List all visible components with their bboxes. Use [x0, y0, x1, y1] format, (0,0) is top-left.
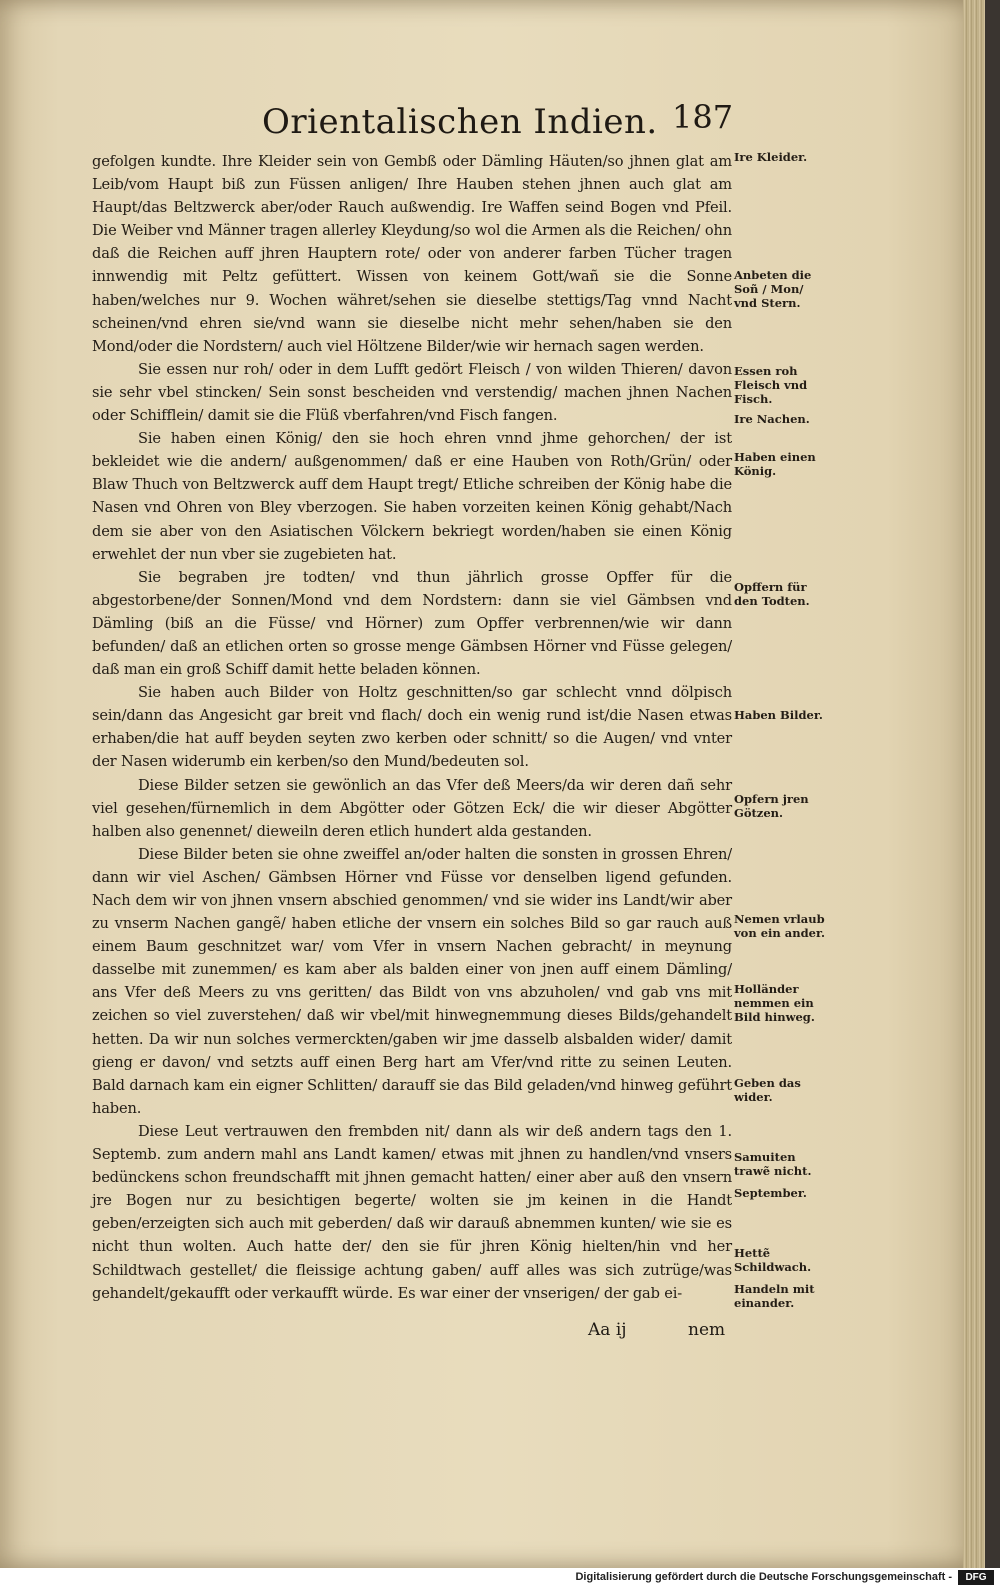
- margin-note: Holländer nemmen ein Bild hinweg.: [734, 982, 815, 1024]
- paragraph: gefolgen kundte. Ihre Kleider sein von Gembß oder Dämling Häuten/so jhnen glat am Leib/vom Haupt biß zun Füssen anligen/ Ihre Hauben stehen jhnen auch glat am Haupt/das Beltzwerck aber/oder Rauch außwendig. Ire Waffen seind Bogen vnd Pfeil. Die Weiber vnd Männer tragen allerley Kleydung/so wol die Armen als die Reichen/ ohn daß die Reichen auff jhren Hauptern rote/ oder von anderer farben Tücher tragen innwendig mit Peltz gefüttert. Wissen von keinem Gott/wañ sie die Sonne haben/welches nur 9. Wochen währet/sehen sie dieselbe stettigs/Tag vnnd Nacht scheinen/vnd ehren sie/vnd wann sie dieselbe nicht mehr sehen/haben sie den Mond/oder die Nordstern/ auch viel Höltzene Bilder/wie wir hernach sagen werden.: [92, 153, 732, 355]
- digitization-footer: [0, 1568, 1000, 1588]
- margin-note: Haben Bilder.: [734, 708, 823, 722]
- margin-note: September.: [734, 1186, 807, 1200]
- signature-mark: Aa ij: [588, 1320, 627, 1340]
- paragraph: Diese Leut vertrauwen den frembden nit/ dann als wir deß andern tags den 1. Septemb. zum andern mahl ans Landt kamen/ etwas mit jhnen zu handlen/vnd vnsers bedünckens schon freundschafft mit jhnen gemacht hatten/ einer aber auß den vnsern jre Bogen nur zu besichtigen begerte/ wolten sie jm keinen in die Handt geben/erzeigten sich auch mit geberden/ daß wir darauß abnemmen kunten/ wie sie es nicht thun wolten. Auch hatte der/ den sie für jhren König hielten/hin vnd her Schildtwach gestellet/ die fleissige achtung gaben/ auff alles was sich zutrüge/was gehandelt/gekaufft oder verkaufft würde. Es war einer der vnserigen/ der gab ei-: [92, 1122, 732, 1302]
- paragraph: Sie essen nur roh/ oder in dem Lufft gedört Fleisch / von wilden Thieren/ davon sie sehr vbel stincken/ Sein sonst bescheiden vnd verstendig/ machen jhnen Nachen oder Schifflein/ damit sie die Flüß vberfahren/vnd Fisch fangen.: [92, 360, 732, 425]
- margin-note: Haben einen König.: [734, 450, 816, 478]
- paragraph: Diese Bilder setzen sie gewönlich an das Vfer deß Meers/da wir deren dañ sehr viel gesehen/fürnemlich in dem Abgötter oder Götzen Eck/ die wir dieser Abgötter halben also genennet/ dieweiln deren etlich hundert alda gestanden.: [92, 776, 732, 840]
- margin-note: Opffern für den Todten.: [734, 580, 810, 608]
- catchword: nem: [688, 1320, 726, 1340]
- page-number: 187: [672, 98, 734, 136]
- page-header: [0, 98, 985, 148]
- margin-note: Opfern jren Götzen.: [734, 792, 809, 820]
- margin-note: Ire Nachen.: [734, 412, 810, 426]
- page-edge: [963, 0, 985, 1568]
- margin-note: Nemen vrlaub von ein ander.: [734, 912, 825, 940]
- paragraph: Sie begraben jre todten/ vnd thun jährlich grosse Opffer für die abgestorbene/der Sonnen/Mond vnd dem Nordstern: dann sie viel Gämbsen vnd Dämling (biß an die Füsse/ vnd Hörner) zum Opffer verbrennen/wie wir dann befunden/ daß an etlichen orten so grosse menge Gämbsen Hörner vnd Füsse gelegen/ daß man ein groß Schiff damit hette beladen können.: [92, 568, 732, 679]
- digitization-credit: Digitalisierung gefördert durch die Deutsche Forschungsgemeinschaft -: [575, 1571, 952, 1583]
- main-text-block: [92, 150, 732, 1305]
- margin-note: Anbeten die Soñ / Mon/ vnd Stern.: [734, 268, 812, 310]
- paragraph: Diese Bilder beten sie ohne zweiffel an/oder halten die sonsten in grossen Ehren/ dann wir viel Aschen/ Gämbsen Hörner vnd Füsse vor denselben ligend gefunden. Nach dem wir von jhnen vnsern abschied genommen/ vnd sie wider ins Landt/wir aber zu vnserm Nachen gangẽ/ haben etliche der vnsern ein solches Bild so gar rauch auß einem Baum geschnitzet war/ vom Vfer in vnsern Nachen gebracht/ in meynung dasselbe mit zunemmen/ es kam aber als balden einer von jnen auff einem Dämling/ ans Vfer deß Meers zu vns geritten/ das Bildt von vns abzuholen/ vnd gab vns mit zeichen so viel zuverstehen/ daß wir vbel/mit hinwegnemmung dieses Bilds/gehandelt hetten. Da wir nun solches vermerckten/gaben wir jme dasselb alsbalden wider/ damit gieng er davon/ vnd setzts auff einen Berg hart am Vfer/vnd ritte zu seinen Leuten. Bald darnach kam ein eigner Schlitten/ darauff sie das Bild geladen/vnd hinweg geführt haben.: [92, 845, 732, 1117]
- paragraph: Sie haben einen König/ den sie hoch ehren vnnd jhme gehorchen/ der ist bekleidet wie die andern/ außgenommen/ daß er eine Hauben von Roth/Grün/ oder Blaw Thuch von Beltzwerck auff dem Haupt tregt/ Etliche schreiben der König habe die Nasen vnd Ohren von Bley vberzogen. Sie haben vorzeiten keinen König gehabt/Nach dem sie aber von den Asiatischen Völckern bekriegt worden/haben sie einen König erwehlet der nun vber sie zugebieten hat.: [92, 430, 732, 563]
- margin-note: Hettẽ Schildwach.: [734, 1246, 812, 1274]
- margin-note: Essen roh Fleisch vnd Fisch.: [734, 364, 808, 406]
- margin-note: Handeln mit einander.: [734, 1282, 815, 1310]
- margin-note: Samuiten trawẽ nicht.: [734, 1150, 812, 1178]
- margin-note: Geben das wider.: [734, 1076, 801, 1104]
- dfg-logo: DFG: [958, 1570, 994, 1585]
- paragraph: Sie haben auch Bilder von Holtz geschnitten/so gar schlecht vnnd dölpisch sein/dann das Angesicht gar breit vnd flach/ doch ein wenig rund ist/die Nasen etwas erhaben/die hat auff beyden seyten zwo kerben oder schnitt/ so die Augen/ vnd vnter der Nasen widerumb ein kerben/so den Mund/bedeuten sol.: [92, 684, 732, 771]
- running-title: Orientalischen Indien.: [262, 102, 658, 142]
- margin-note: Ire Kleider.: [734, 150, 808, 164]
